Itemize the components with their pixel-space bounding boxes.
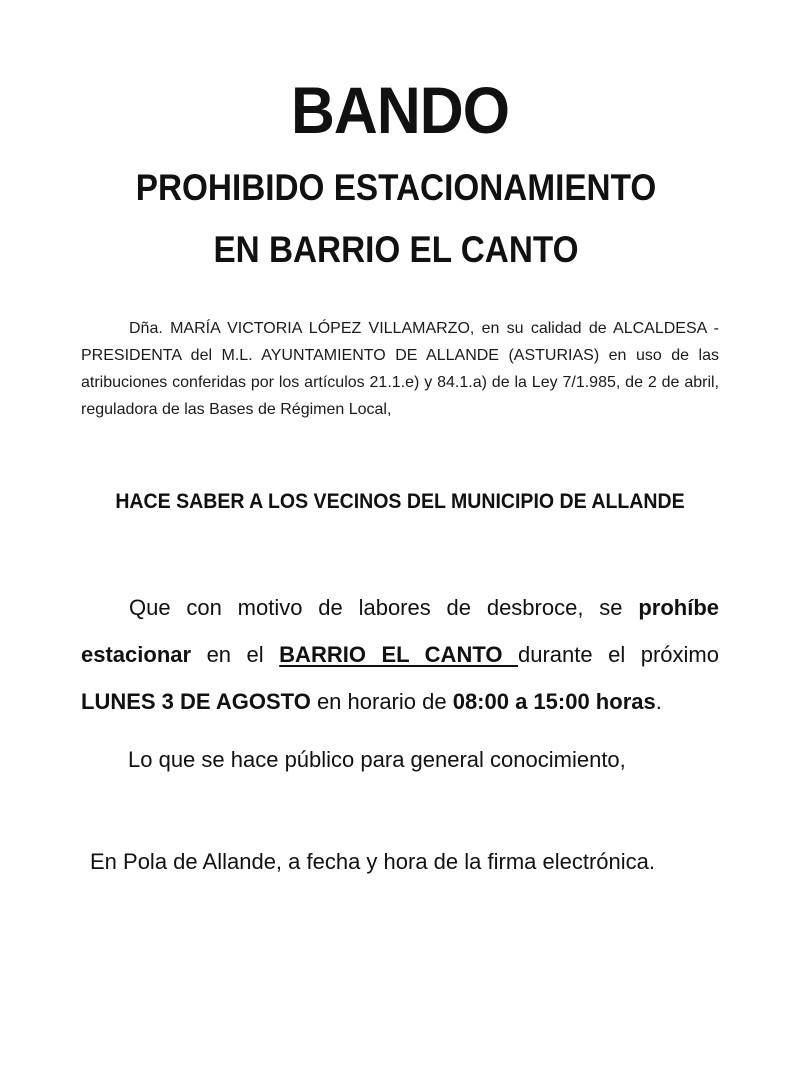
document-subtitle-line1: PROHIBIDO ESTACIONAMIENTO — [135, 167, 657, 208]
announcement-heading: HACE SABER A LOS VECINOS DEL MUNICIPIO DE ALLANDE — [115, 490, 685, 513]
body-bold-prohibe: prohíbe estacionar — [81, 595, 719, 667]
signature-line: En Pola de Allande, a fecha y hora de la firma electrónica. — [90, 849, 656, 874]
closing-line: Lo que se hace público para general conocimiento, — [128, 747, 626, 772]
body-text-part9: . — [655, 689, 662, 714]
document-title: BANDO — [290, 73, 510, 147]
body-bold-date: LUNES 3 DE AGOSTO — [81, 689, 311, 714]
body-text-part5: durante el próximo — [518, 642, 719, 667]
body-text-part1: Que con motivo de labores de desbroce, se — [129, 595, 639, 620]
body-text-part7: en horario de — [310, 689, 453, 714]
document-subtitle-line2: EN BARRIO EL CANTO — [213, 229, 579, 270]
body-bold-hours: 08:00 a 15:00 horas — [452, 689, 656, 714]
body-underline-barrio: BARRIO EL CANTO — [279, 642, 518, 667]
main-paragraph — [81, 584, 719, 725]
intro-paragraph: Dña. MARÍA VICTORIA LÓPEZ VILLAMARZO, en su calidad de ALCALDESA - PRESIDENTA del M.L. AYUNTAMIENTO DE ALLANDE (ASTURIAS) en uso de las atribuciones conferidas por los artículos 21.1.e) y 84.1.a) de la Ley 7/1.985, de 2 de abril, reguladora de las Bases de Régimen Local, — [81, 320, 719, 418]
body-text-part3: en el — [191, 642, 280, 667]
